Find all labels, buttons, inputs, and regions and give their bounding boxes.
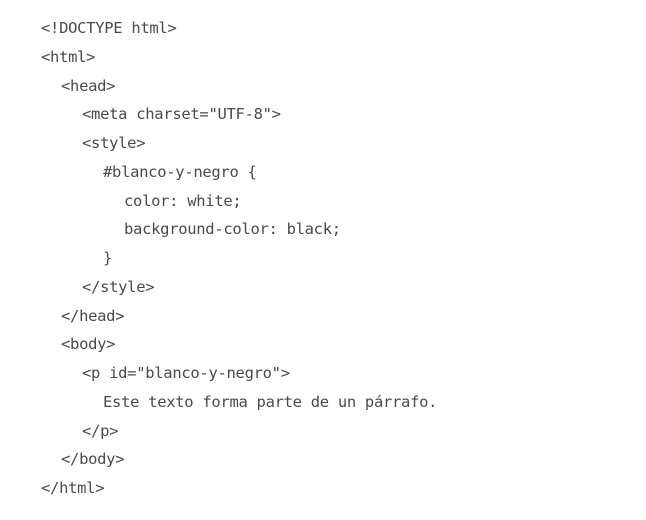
code-line: </head> bbox=[61, 306, 125, 325]
code-line: <meta charset="UTF-8"> bbox=[82, 105, 281, 124]
code-line: background-color: black; bbox=[124, 220, 341, 239]
code-line: Este texto forma parte de un párrafo. bbox=[103, 392, 438, 411]
code-line: </p> bbox=[82, 421, 119, 440]
code-line: <body> bbox=[61, 335, 116, 354]
code-line: <html> bbox=[41, 47, 96, 66]
code-line: <p id="blanco-y-negro"> bbox=[82, 364, 290, 382]
code-line: <head> bbox=[61, 76, 116, 95]
code-line: #blanco-y-negro { bbox=[103, 162, 257, 181]
code-line: color: white; bbox=[124, 191, 242, 210]
code-line: </style> bbox=[82, 277, 155, 296]
code-line: </body> bbox=[61, 450, 125, 469]
code-listing bbox=[41, 14, 437, 503]
code-line: <style> bbox=[82, 134, 146, 152]
code-line: </html> bbox=[41, 479, 105, 497]
code-line: } bbox=[103, 249, 113, 267]
code-line: <!DOCTYPE html> bbox=[41, 19, 177, 37]
